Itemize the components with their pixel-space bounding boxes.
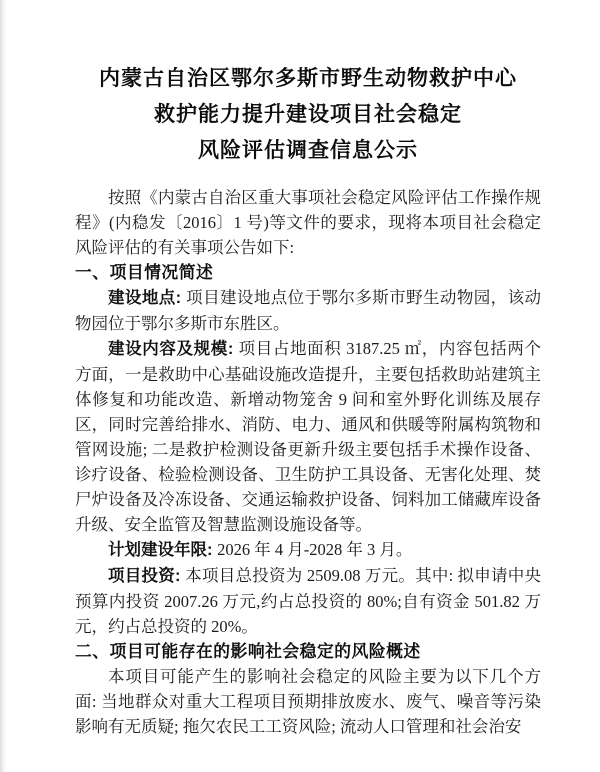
page-scan-edge bbox=[0, 0, 7, 772]
schedule-text: 2026 年 4 月-2028 年 3 月。 bbox=[217, 540, 413, 559]
schedule-label: 计划建设年限: bbox=[108, 541, 218, 559]
section2-heading: 二、项目可能存在的影响社会稳定的风险概述 bbox=[75, 642, 421, 661]
risk-overview-paragraph: 本项目可能产生的影响社会稳定的风险主要为以下几个方面: 当地群众对重大工程项目预期排放废水、废气、噪音等污染影响有无质疑; 拖欠农民工工资风险; 流动人口管理和社会治安 bbox=[75, 667, 541, 736]
investment-text: 本项目总投资为 2509.08 万元。其中: 拟申请中央预算内投资 2007.26 万元,约占总投资的 80%;自有资金 501.82 万元，约占总投资的 20%。 bbox=[75, 566, 541, 636]
location-label: 建设地点: bbox=[108, 289, 187, 307]
schedule-paragraph bbox=[75, 537, 541, 563]
scope-label: 建设内容及规模: bbox=[108, 340, 239, 358]
investment-paragraph bbox=[75, 563, 541, 639]
location-paragraph bbox=[75, 285, 541, 336]
title-line-1: 内蒙古自治区鄂尔多斯市野生动物救护中心 bbox=[99, 66, 517, 90]
scope-text: 项目占地面积 3187.25 ㎡，内容包括两个方面，一是救助中心基础设施改造提升，主要包括救助站建筑主体修复和功能改造、新增动物笼舍 9 间和室外野化训练及展存区，同时完善给排水、消防、电力、通风和供暖等附属构筑物和管网设施; 二是救护检测设备更新升级主要包括手术操作设备、诊疗设备、检验检测设备、卫生防护工具设备、无害化处理、焚尸炉设备及冷冻设备、交通运输救护设备、饲料加工储藏库设备升级、安全监管及智慧监测设施设备等。 bbox=[75, 339, 541, 534]
location-text: 项目建设地点位于鄂尔多斯市野生动物园，该动物园位于鄂尔多斯市东胜区。 bbox=[75, 288, 541, 333]
scope-paragraph bbox=[75, 336, 541, 537]
title-line-3: 风险评估调查信息公示 bbox=[198, 138, 418, 162]
document-title bbox=[75, 60, 541, 168]
title-line-2: 救护能力提升建设项目社会稳定 bbox=[154, 102, 462, 126]
document-page bbox=[75, 60, 541, 739]
section1-heading: 一、项目情况简述 bbox=[75, 263, 214, 282]
intro-paragraph: 按照《内蒙古自治区重大事项社会稳定风险评估工作操作规程》(内稳发〔2016〕1 号)等文件的要求，现将本项目社会稳定风险评估的有关事项公告如下: bbox=[75, 188, 541, 257]
investment-label: 项目投资: bbox=[108, 567, 186, 585]
